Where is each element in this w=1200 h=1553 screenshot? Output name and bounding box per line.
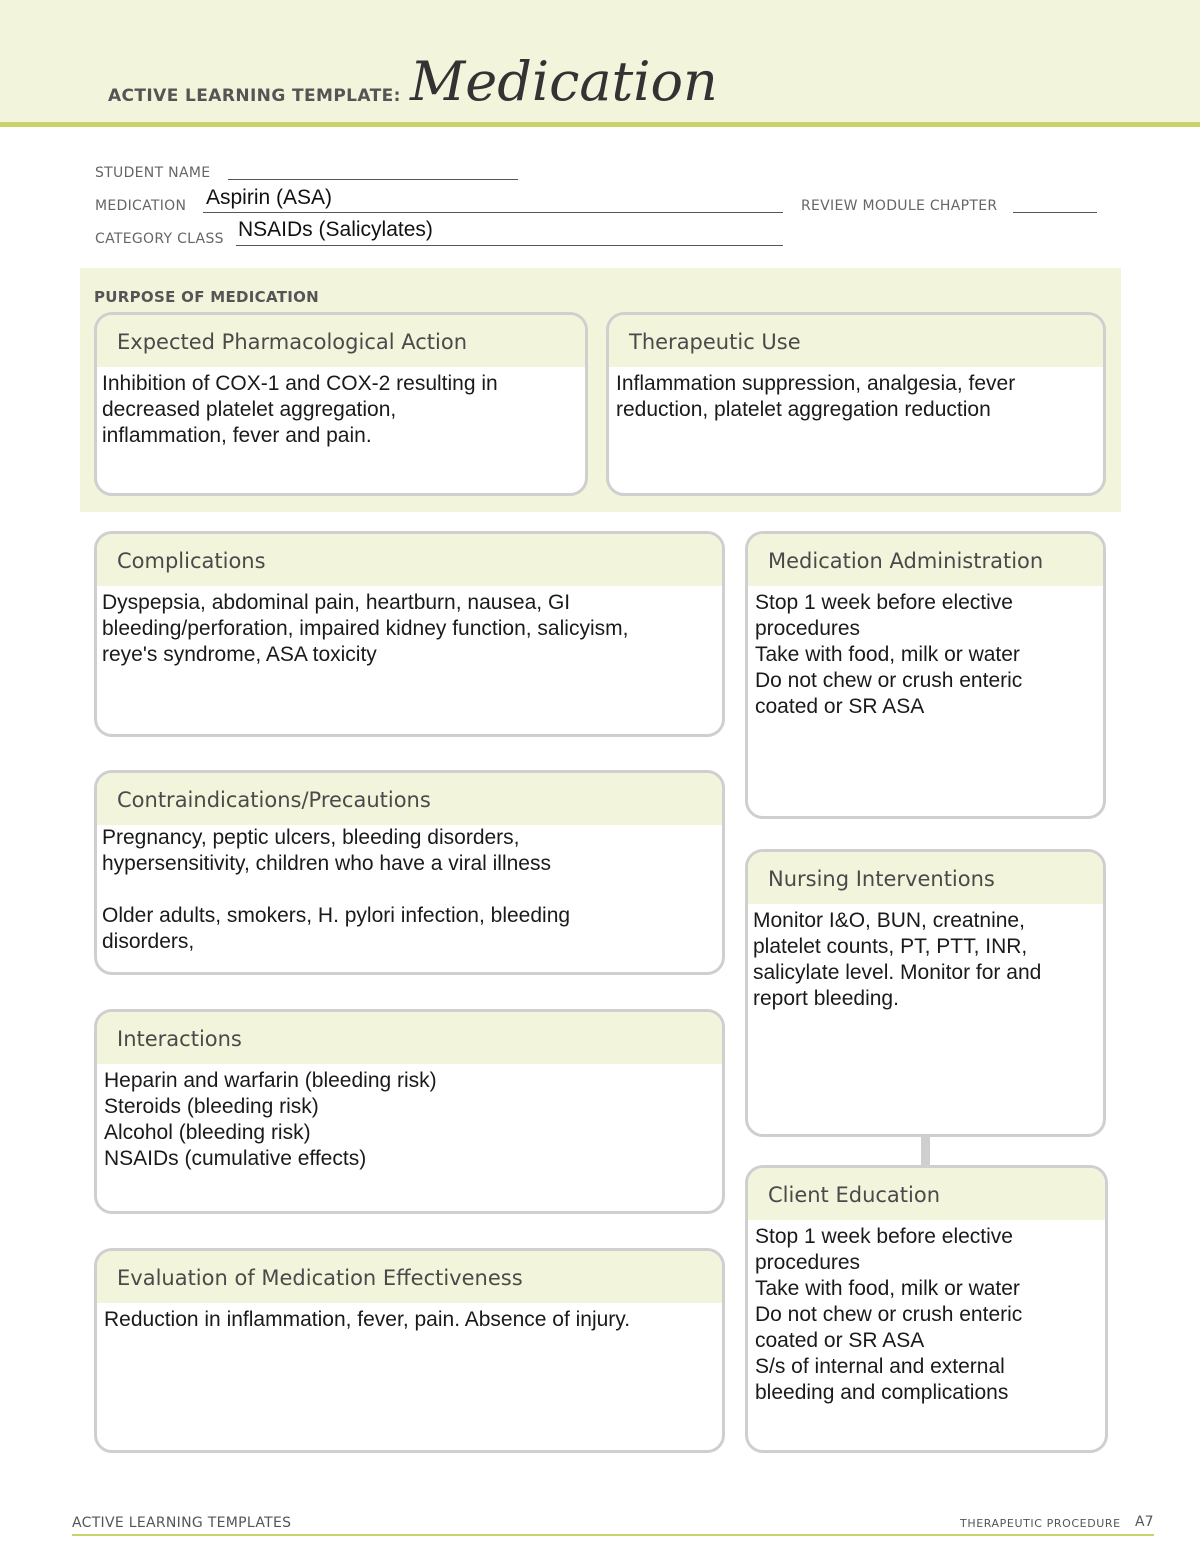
footer-rule bbox=[72, 1534, 1154, 1536]
category-class-label: CATEGORY CLASS bbox=[95, 231, 224, 247]
purpose-label: PURPOSE OF MEDICATION bbox=[94, 288, 320, 306]
medication-administration-heading: Medication Administration bbox=[748, 534, 1103, 586]
client-education-line: procedures bbox=[755, 1251, 861, 1274]
contraindications-box bbox=[94, 770, 725, 975]
expected-action-line: decreased platelet aggregation, bbox=[102, 398, 397, 421]
expected-action-body[interactable] bbox=[97, 367, 585, 449]
therapeutic-use-line: Inflammation suppression, analgesia, fever bbox=[616, 372, 1016, 395]
therapeutic-use-box bbox=[606, 312, 1106, 496]
client-education-line: coated or SR ASA bbox=[755, 1329, 925, 1352]
footer-page-number: A7 bbox=[1135, 1514, 1154, 1530]
interactions-body[interactable] bbox=[97, 1064, 722, 1172]
review-module-line[interactable] bbox=[1013, 211, 1097, 213]
contraindications-line: disorders, bbox=[102, 930, 195, 953]
therapeutic-use-body[interactable] bbox=[609, 367, 1103, 423]
nursing-interventions-heading: Nursing Interventions bbox=[748, 852, 1103, 904]
medication-administration-line: Do not chew or crush enteric bbox=[755, 669, 1023, 692]
category-class-line[interactable] bbox=[236, 244, 783, 246]
contraindications-line: Pregnancy, peptic ulcers, bleeding disorders, bbox=[102, 826, 520, 849]
student-name-line[interactable] bbox=[228, 178, 518, 180]
page-title: Medication bbox=[410, 50, 718, 113]
contraindications-body[interactable] bbox=[97, 825, 722, 955]
nursing-interventions-body[interactable] bbox=[748, 904, 1103, 1012]
header-rule bbox=[0, 122, 1200, 127]
review-module-label: REVIEW MODULE CHAPTER bbox=[801, 198, 998, 214]
expected-action-line: Inhibition of COX-1 and COX-2 resulting in bbox=[102, 372, 498, 395]
client-education-heading: Client Education bbox=[748, 1168, 1105, 1220]
medication-line[interactable] bbox=[203, 211, 783, 213]
medication-administration-line: coated or SR ASA bbox=[755, 695, 925, 718]
complications-line: reye's syndrome, ASA toxicity bbox=[102, 643, 377, 666]
client-education-line: Stop 1 week before elective bbox=[755, 1225, 1013, 1248]
evaluation-box bbox=[94, 1248, 725, 1453]
therapeutic-use-line: reduction, platelet aggregation reduction bbox=[616, 398, 991, 421]
medication-administration-body[interactable] bbox=[748, 586, 1103, 720]
template-label: ACTIVE LEARNING TEMPLATE: bbox=[108, 86, 401, 106]
medication-value: Aspirin (ASA) bbox=[206, 186, 333, 209]
medication-administration-line: Stop 1 week before elective bbox=[755, 591, 1013, 614]
interactions-heading: Interactions bbox=[97, 1012, 722, 1064]
medication-label: MEDICATION bbox=[95, 198, 187, 214]
expected-action-box bbox=[94, 312, 588, 496]
interactions-line: NSAIDs (cumulative effects) bbox=[104, 1147, 367, 1170]
client-education-body[interactable] bbox=[748, 1220, 1105, 1406]
complications-line: bleeding/perforation, impaired kidney function, salicyism, bbox=[102, 617, 629, 640]
complications-body[interactable] bbox=[97, 586, 722, 668]
client-education-line: S/s of internal and external bbox=[755, 1355, 1005, 1378]
evaluation-body[interactable] bbox=[97, 1303, 722, 1333]
client-education-line: Take with food, milk or water bbox=[755, 1277, 1020, 1300]
nursing-interventions-line: Monitor I&O, BUN, creatnine, bbox=[753, 909, 1025, 932]
contraindications-line: Older adults, smokers, H. pylori infection, bleeding bbox=[102, 904, 571, 927]
nursing-interventions-box bbox=[745, 849, 1106, 1137]
client-education-line: Do not chew or crush enteric bbox=[755, 1303, 1023, 1326]
client-education-line: bleeding and complications bbox=[755, 1381, 1009, 1404]
medication-administration-line: procedures bbox=[755, 617, 861, 640]
interactions-line: Steroids (bleeding risk) bbox=[104, 1095, 319, 1118]
nursing-interventions-line: platelet counts, PT, PTT, INR, bbox=[753, 935, 1028, 958]
medication-administration-line: Take with food, milk or water bbox=[755, 643, 1020, 666]
interactions-box bbox=[94, 1009, 725, 1214]
evaluation-heading: Evaluation of Medication Effectiveness bbox=[97, 1251, 722, 1303]
box-connector bbox=[921, 1136, 930, 1167]
student-name-label: STUDENT NAME bbox=[95, 165, 211, 181]
expected-action-heading: Expected Pharmacological Action bbox=[97, 315, 585, 367]
footer-left: ACTIVE LEARNING TEMPLATES bbox=[72, 1515, 292, 1531]
complications-box bbox=[94, 531, 725, 737]
medication-administration-box bbox=[745, 531, 1106, 819]
complications-line: Dyspepsia, abdominal pain, heartburn, nausea, GI bbox=[102, 591, 571, 614]
complications-heading: Complications bbox=[97, 534, 722, 586]
evaluation-line: Reduction in inflammation, fever, pain. Absence of injury. bbox=[104, 1308, 631, 1331]
contraindications-heading: Contraindications/Precautions bbox=[97, 773, 722, 825]
interactions-line: Heparin and warfarin (bleeding risk) bbox=[104, 1069, 437, 1092]
therapeutic-use-heading: Therapeutic Use bbox=[609, 315, 1103, 367]
nursing-interventions-line: report bleeding. bbox=[753, 987, 899, 1010]
footer-right: THERAPEUTIC PROCEDURE bbox=[960, 1517, 1121, 1530]
expected-action-line: inflammation, fever and pain. bbox=[102, 424, 372, 447]
interactions-line: Alcohol (bleeding risk) bbox=[104, 1121, 311, 1144]
category-class-value: NSAIDs (Salicylates) bbox=[238, 218, 433, 241]
contraindications-line: hypersensitivity, children who have a viral illness bbox=[102, 852, 551, 875]
paragraph-gap bbox=[102, 877, 712, 903]
nursing-interventions-line: salicylate level. Monitor for and bbox=[753, 961, 1042, 984]
client-education-box bbox=[745, 1165, 1108, 1453]
